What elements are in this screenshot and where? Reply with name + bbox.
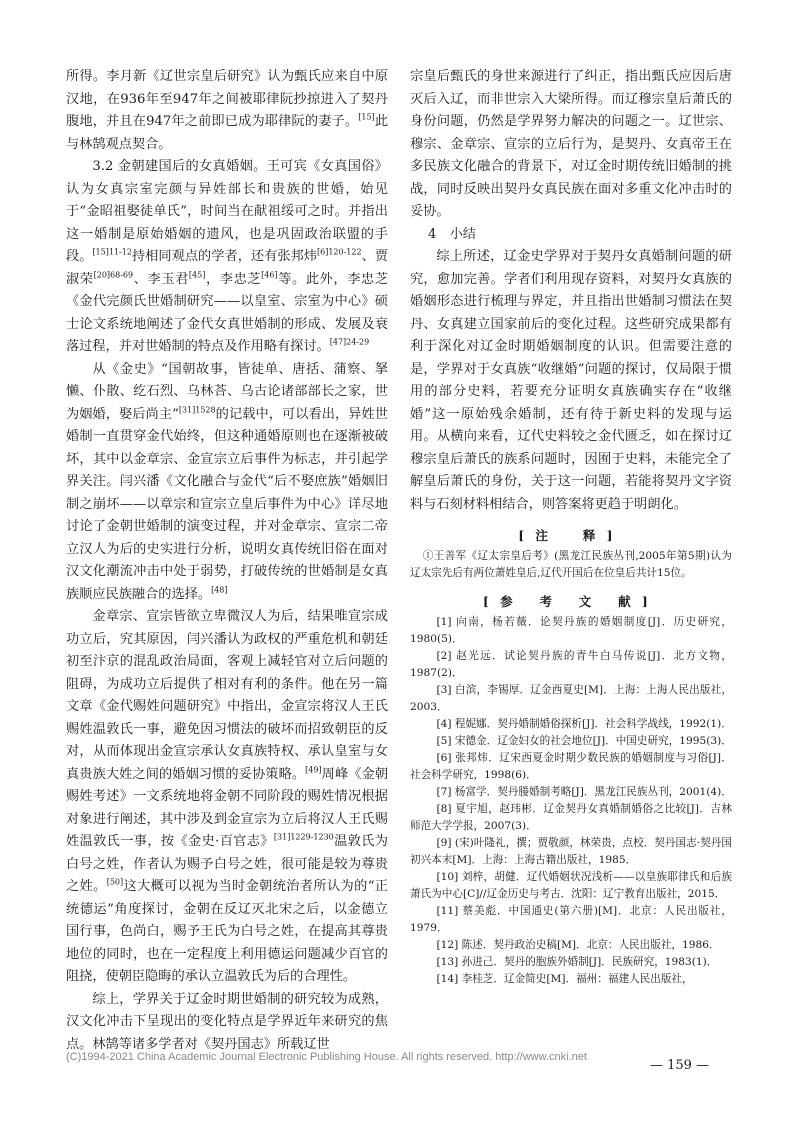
reference-item: [7] 杨富学．契丹媵婚制考略[J]．黑龙江民族丛刊，2001(4)． (436, 786, 732, 798)
citation: [50] (106, 877, 124, 887)
reference-item: [8] 夏宇旭，赵玮彬．辽金契丹女真婚制婚俗之比较[J]．吉林师范大学学报，2007(3)． (410, 803, 732, 832)
citation: [45] (188, 270, 206, 280)
reference-item: [12] 陈述．契丹政治史稿[M]．北京：人民出版社，1986． (436, 939, 720, 951)
reference-item: [13] 孙进己．契丹的胞族外婚制[J]．民族研究，1983(1)． (436, 956, 718, 968)
reference-item: [4] 程妮娜．契丹婚制婚俗探析[J]．社会科学战线，1992(1)． (436, 718, 732, 730)
citation: [15] (358, 112, 375, 122)
reference-item: [1] 向南，杨若薇．论契丹族的婚姻制度[J]．历史研究，1980(5)． (410, 616, 732, 645)
notes-heading: [注 释] (518, 528, 624, 543)
section-heading: 4 小结 (428, 226, 476, 242)
citation: [31]1229-1230 (273, 832, 334, 842)
paragraph: 3.2 金朝建国后的女真婚姻。王可宾《女真国俗》认为女真宗室完颜与异姓部长和贵族的世婚，始见于“金昭祖娶徒单氏”，时间当在献祖绥可之时。并指出这一婚制是原始婚姻的遗风，也是巩固政治联盟的手段。$^{[15]11-12}$持相同观点的学者，还有张邦炜$^{[6]120-122}$、贾淑荣$^{[20]68-69}$、李玉君[45]，李忠芝[46]等。此外，李忠芝《金代完颜氏世婚制研究——以皇室、宗室为中心》硕士论文系统地阐述了金代女真世婚制的形成、发展及衰落过程，并对世婚制的特点及作用略有探讨。$^{[47]24-29}$ (66, 159, 389, 354)
citation: [15]11-12 (92, 247, 132, 257)
citation: [31]1528 (178, 405, 216, 415)
reference-item: [2] 赵光远．试论契丹族的青牛白马传说[J]．北方文物，1987(2)． (410, 650, 732, 679)
paragraph: 综上，学界关于辽金时期世婚制的研究较为成熟，汉文化冲击下呈现出的变化特点是学界近年来研究的焦点。林鹄等诸多学者对《契丹国志》所载辽世 (66, 991, 388, 1052)
paragraph: 金章宗、宣宗皆欲立卑微汉人为后，结果唯宣宗成功立后，究其原因，闫兴潘认为政权的严重危机和朝廷初至汴京的混乱政治局面，客观上减轻官对立后问题的阻碍，为成功立后提供了相对有利的条件。他在另一篇文章《金代赐姓问题研究》中指出，金宣宗将汉人王氏赐姓温敦氏一事，避免因习惯法的破坏而招致朝臣的反对，从而体现出金宣宗承认女真族特权、承认皇室与女真贵族大姓之间的婚姻习惯的妥协策略。[49]周峰《金朝赐姓考述》一文系统地将金朝不同阶段的赐姓情况根据对象进行阐述，其中涉及到金宣宗为立后将汉人王氏赐姓温敦氏一事，按《金史·百官志》$^{[31]1229-1230}$温敦氏为白号之姓，作者认为赐予白号之姓，很可能是较为尊贵之姓。[50]这大概可以视为当时金朝统治者所认为的“正统德运”角度探讨，金朝在反辽灭北宋之后，以金德立国行事，色尚白，赐予王氏为白号之姓，在提高其尊贵地位的同时，也在一定程度上利用德运问题减少百官的阻挠，使朝臣隐晦的承认立温敦氏为后的合理性。 (66, 609, 389, 984)
paragraph: 所得。李月新《辽世宗皇后研究》认为甄氏应来自中原汉地，在936年至947年之间被耶律阮抄掠进入了契丹腹地，并且在947年之前即已成为耶律阮的妻子。[15]此与林鹄观点契合。 (66, 69, 389, 152)
left-column (66, 66, 388, 1056)
reference-item: [9] (宋)叶隆礼，撰；贾敬颜，林荣贵，点校．契丹国志·契丹国初兴本末[M]．上海：上海古籍出版社，1985． (410, 837, 732, 866)
citation: [20]68-69 (93, 270, 134, 280)
citation: [47]24-29 (329, 337, 370, 347)
citation: [46] (261, 270, 278, 280)
citation: [49] (305, 765, 322, 775)
reference-item: [14] 李桂芝．辽金简史[M]．福州：福建人民出版社， (436, 973, 693, 985)
references-heading: [参 考 文 献] (482, 594, 660, 609)
reference-list (410, 614, 732, 988)
paragraph: 综上所述，辽金史学界对于契丹女真婚制问题的研究，愈加完善。学者们利用现存资料，对契丹女真族的婚姻形态进行梳理与界定，并且指出世婚制习惯法在契丹、女真建立国家前后的变化过程。这些研究成果都有利于深化对辽金时期婚姻制度的认识。但需要注意的是，学界对于女真族“收继婚”问题的探讨，仅局限于惯用的部分史料，若要充分证明女真族确实存在“收继婚”这一原始残余婚制，还有待于新史料的发现与运用。从横向来看，辽代史料较之金代匮乏，如在探讨辽穆宗皇后萧氏的族系问题时，因囿于史料，未能完全了解皇后萧氏的身份，关于这一问题，若能将契丹文字资料与石刻材料相结合，则答案将更趋于明朗化。 (410, 249, 732, 512)
paragraph: 从《金史》“国朝故事，皆徒单、唐括、蒲察、拏懒、仆散、纥石烈、乌林荅、乌古论诸部部长之家，世为姻婚，娶后尚主”$^{[31]1528}$的记载中，可以看出，异姓世婚制一直贯穿金代始终，但这种通婚原则也在逐渐被破坏，其中以金章宗、金宣宗立后事件为标志，并引起学界关注。闫兴潘《文化融合与金代“后不娶庶族”婚姻旧制之崩坏——以章宗和宣宗立皇后事件为中心》详尽地讨论了金朝世婚制的演变过程，并对金章宗、宣宗二帝立汉人为后的史实进行分析，说明女真传统旧俗在面对汉文化潮流冲击中处于弱势，打破传统的世婚制是女真族顺应民族融合的选择。[48] (66, 361, 388, 602)
reference-item: [10] 刘梓，胡健．辽代婚姻状况浅析——以皇族耶律氏和后族萧氏为中心[C]//辽金历史与考古．沈阳：辽宁教育出版社，2015． (410, 871, 732, 900)
reference-item: [3] 白滨，李锡厚．辽金西夏史[M]．上海：上海人民出版社，2003． (410, 684, 732, 713)
citation: [6]120-122 (317, 247, 362, 257)
page-number: — 159 — (650, 1058, 710, 1073)
reference-item: [5] 宋德金．辽金妇女的社会地位[J]．中国史研究，1995(3)． (436, 735, 732, 747)
reference-item: [11] 蔡美彪．中国通史(第六册)[M]．北京：人民出版社，1979． (410, 905, 732, 934)
copyright-notice: (C)1994-2021 China Academic Journal Electronic Publishing House. All rights reserved. http://www.cnki.net (66, 1051, 587, 1063)
citation: [48] (211, 585, 228, 595)
paragraph: 宗皇后甄氏的身世来源进行了纠正，指出甄氏应因后唐灭后入辽，而非世宗入大梁所得。而辽穆宗皇后萧氏的身份问题，仍然是学界努力解决的问题之一。辽世宗、穆宗、金章宗、宣宗的立后行为，是契丹、女真帝王在多民族文化融合的背景下，对辽金时期传统旧婚制的挑战，同时反映出契丹女真民族在面对多重文化冲击时的妥协。 (410, 69, 732, 219)
footnote: ①王善军《辽太宗皇后考》(黑龙江民族丛刊,2005年第5期)认为辽太宗先后有两位萧姓皇后,辽代开国后在位皇后共计15位。 (410, 550, 732, 579)
right-column (410, 66, 732, 988)
reference-item: [6] 张邦炜．辽宋西夏金时期少数民族的婚姻制度与习俗[J]．社会科学研究，1998(6)． (410, 752, 732, 781)
